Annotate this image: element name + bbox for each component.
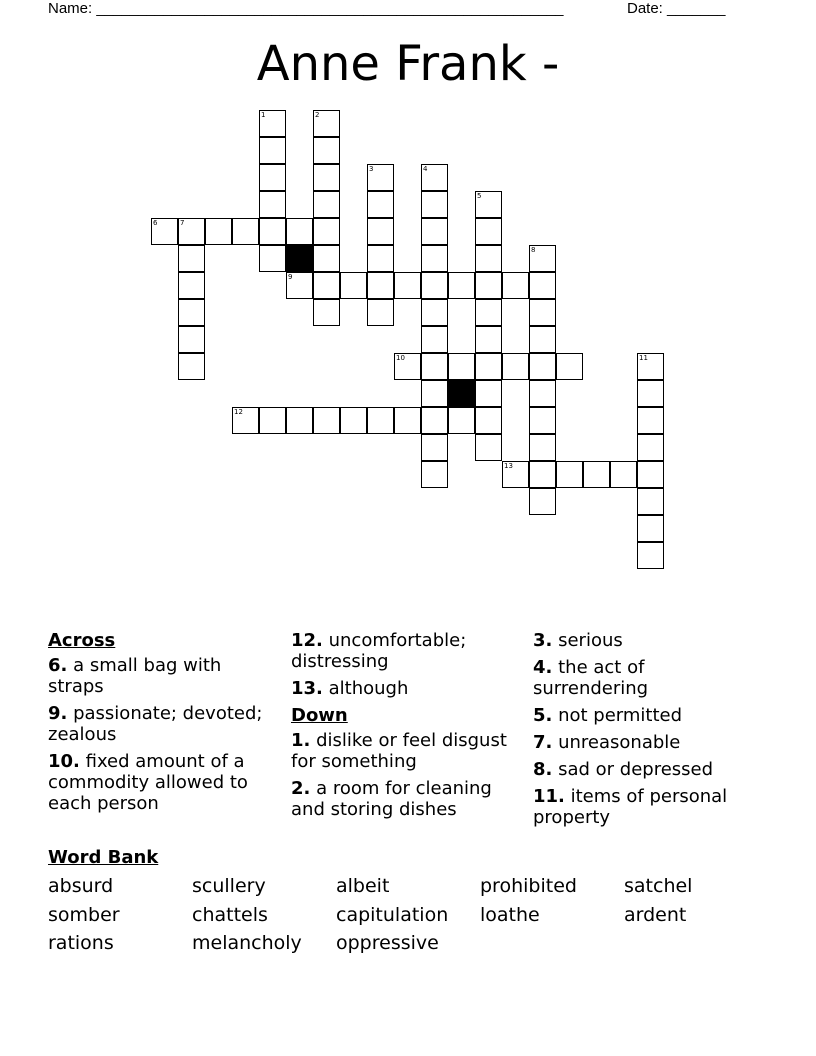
grid-cell[interactable] bbox=[313, 299, 340, 326]
grid-cell[interactable] bbox=[529, 434, 556, 461]
grid-cell[interactable] bbox=[394, 353, 421, 380]
across-heading: Across bbox=[48, 630, 116, 651]
grid-cell[interactable] bbox=[637, 353, 664, 380]
clue-across-13: 13. although bbox=[291, 678, 409, 699]
clue-number: 8 bbox=[531, 246, 536, 254]
grid-cell[interactable] bbox=[232, 407, 259, 434]
grid-cell[interactable] bbox=[421, 353, 448, 380]
grid-cell[interactable] bbox=[475, 407, 502, 434]
grid-cell[interactable] bbox=[313, 164, 340, 191]
grid-cell[interactable] bbox=[259, 218, 286, 245]
clue-number: 11 bbox=[639, 354, 648, 362]
grid-cell[interactable] bbox=[178, 218, 205, 245]
clue-column-1 bbox=[48, 630, 273, 820]
grid-cell[interactable] bbox=[637, 407, 664, 434]
grid-cell[interactable] bbox=[502, 353, 529, 380]
word-bank-item: absurd bbox=[48, 875, 114, 897]
clue-down-1: 1. dislike or feel disgust for something bbox=[291, 730, 507, 772]
clue-across-9: 9. passionate; devoted; zealous bbox=[48, 703, 263, 745]
grid-cell[interactable] bbox=[313, 110, 340, 137]
grid-cell[interactable] bbox=[421, 191, 448, 218]
grid-cell[interactable] bbox=[367, 407, 394, 434]
grid-cell[interactable] bbox=[394, 407, 421, 434]
grid-cell[interactable] bbox=[529, 407, 556, 434]
word-bank-title: Word Bank bbox=[48, 847, 159, 868]
grid-cell[interactable] bbox=[178, 353, 205, 380]
grid-cell[interactable] bbox=[475, 245, 502, 272]
grid-cell[interactable] bbox=[421, 164, 448, 191]
grid-cell[interactable] bbox=[421, 461, 448, 488]
grid-cell[interactable] bbox=[394, 272, 421, 299]
grid-cell[interactable] bbox=[637, 488, 664, 515]
word-bank-item: ardent bbox=[624, 904, 687, 926]
clue-down-2: 2. a room for cleaning and storing dishes bbox=[291, 778, 492, 820]
grid-cell[interactable] bbox=[205, 218, 232, 245]
grid-cell[interactable] bbox=[421, 218, 448, 245]
grid-cell[interactable] bbox=[421, 407, 448, 434]
grid-cell[interactable] bbox=[421, 245, 448, 272]
word-bank-item: prohibited bbox=[480, 875, 577, 897]
grid-cell[interactable] bbox=[178, 299, 205, 326]
grid-cell[interactable] bbox=[313, 272, 340, 299]
name-line: Name: ________________________________________________________ bbox=[48, 0, 564, 17]
grid-cell[interactable] bbox=[583, 461, 610, 488]
grid-cell[interactable] bbox=[475, 380, 502, 407]
word-bank-item: rations bbox=[48, 932, 114, 954]
clue-column-3 bbox=[533, 630, 758, 834]
grid-cell[interactable] bbox=[367, 191, 394, 218]
grid-cell[interactable] bbox=[610, 461, 637, 488]
grid-cell[interactable] bbox=[313, 245, 340, 272]
grid-cell[interactable] bbox=[232, 218, 259, 245]
clue-number: 13 bbox=[504, 462, 513, 470]
word-bank-item: loathe bbox=[480, 904, 540, 926]
clue-number: 5 bbox=[477, 192, 482, 200]
grid-cell[interactable] bbox=[529, 353, 556, 380]
grid-cell[interactable] bbox=[448, 353, 475, 380]
grid-cell[interactable] bbox=[448, 407, 475, 434]
grid-cell[interactable] bbox=[529, 488, 556, 515]
word-bank-item: melancholy bbox=[192, 932, 302, 954]
down-heading: Down bbox=[291, 705, 348, 726]
grid-cell[interactable] bbox=[421, 326, 448, 353]
grid-cell[interactable] bbox=[313, 191, 340, 218]
grid-cell[interactable] bbox=[178, 272, 205, 299]
grid-cell[interactable] bbox=[367, 164, 394, 191]
grid-cell[interactable] bbox=[259, 191, 286, 218]
page-title: Anne Frank - bbox=[256, 36, 560, 92]
clue-down-11: 11. items of personal property bbox=[533, 786, 728, 828]
grid-cell[interactable] bbox=[475, 191, 502, 218]
date-line: Date: _______ bbox=[627, 0, 726, 17]
grid-cell[interactable] bbox=[475, 218, 502, 245]
black-cell bbox=[286, 245, 313, 272]
grid-cell[interactable] bbox=[367, 245, 394, 272]
clue-number: 4 bbox=[423, 165, 428, 173]
grid-cell[interactable] bbox=[637, 434, 664, 461]
clue-number: 9 bbox=[288, 273, 293, 281]
clue-across-6: 6. a small bag with straps bbox=[48, 655, 222, 697]
grid-cell[interactable] bbox=[259, 164, 286, 191]
clue-number: 6 bbox=[153, 219, 158, 227]
grid-cell[interactable] bbox=[556, 353, 583, 380]
grid-cell[interactable] bbox=[529, 380, 556, 407]
grid-cell[interactable] bbox=[529, 326, 556, 353]
grid-cell[interactable] bbox=[637, 542, 664, 569]
grid-cell[interactable] bbox=[286, 218, 313, 245]
grid-cell[interactable] bbox=[286, 407, 313, 434]
grid-cell[interactable] bbox=[259, 245, 286, 272]
grid-cell[interactable] bbox=[259, 110, 286, 137]
grid-cell[interactable] bbox=[421, 434, 448, 461]
grid-cell[interactable] bbox=[313, 137, 340, 164]
grid-cell[interactable] bbox=[529, 245, 556, 272]
word-bank-item: albeit bbox=[336, 875, 390, 897]
clue-number: 2 bbox=[315, 111, 320, 119]
black-cell bbox=[448, 380, 475, 407]
word-bank-item: somber bbox=[48, 904, 120, 926]
clue-across-10: 10. fixed amount of a commodity allowed to each person bbox=[48, 751, 248, 814]
grid-cell[interactable] bbox=[475, 299, 502, 326]
grid-cell[interactable] bbox=[151, 218, 178, 245]
clue-number: 1 bbox=[261, 111, 266, 119]
grid-cell[interactable] bbox=[475, 326, 502, 353]
grid-cell[interactable] bbox=[448, 272, 475, 299]
word-bank-item: scullery bbox=[192, 875, 266, 897]
grid-cell[interactable] bbox=[367, 218, 394, 245]
word-bank-item: satchel bbox=[624, 875, 693, 897]
grid-cell[interactable] bbox=[475, 434, 502, 461]
clue-down-4: 4. the act of surrendering bbox=[533, 657, 649, 699]
grid-cell[interactable] bbox=[259, 407, 286, 434]
grid-cell[interactable] bbox=[475, 353, 502, 380]
word-bank-item: chattels bbox=[192, 904, 268, 926]
grid-cell[interactable] bbox=[313, 407, 340, 434]
grid-cell[interactable] bbox=[259, 137, 286, 164]
clue-number: 3 bbox=[369, 165, 374, 173]
grid-cell[interactable] bbox=[637, 380, 664, 407]
clue-down-7: 7. unreasonable bbox=[533, 732, 681, 753]
word-bank-item: capitulation bbox=[336, 904, 449, 926]
grid-cell[interactable] bbox=[529, 461, 556, 488]
clue-number: 7 bbox=[180, 219, 185, 227]
grid-cell[interactable] bbox=[367, 272, 394, 299]
grid-cell[interactable] bbox=[529, 299, 556, 326]
grid-cell[interactable] bbox=[556, 461, 583, 488]
grid-cell[interactable] bbox=[421, 272, 448, 299]
grid-cell[interactable] bbox=[286, 272, 313, 299]
grid-cell[interactable] bbox=[178, 245, 205, 272]
clue-column-2 bbox=[291, 630, 516, 826]
grid-cell[interactable] bbox=[637, 515, 664, 542]
word-bank-item: oppressive bbox=[336, 932, 439, 954]
grid-cell[interactable] bbox=[340, 407, 367, 434]
grid-cell[interactable] bbox=[637, 461, 664, 488]
grid-cell[interactable] bbox=[313, 218, 340, 245]
grid-cell[interactable] bbox=[475, 272, 502, 299]
grid-cell[interactable] bbox=[367, 299, 394, 326]
clue-down-5: 5. not permitted bbox=[533, 705, 683, 726]
clue-number: 12 bbox=[234, 408, 243, 416]
clue-down-8: 8. sad or depressed bbox=[533, 759, 714, 780]
grid-cell[interactable] bbox=[421, 380, 448, 407]
clue-down-3: 3. serious bbox=[533, 630, 623, 651]
grid-cell[interactable] bbox=[529, 272, 556, 299]
grid-cell[interactable] bbox=[502, 461, 529, 488]
grid-cell[interactable] bbox=[340, 272, 367, 299]
grid-cell[interactable] bbox=[502, 272, 529, 299]
clue-across-12: 12. uncomfortable; distressing bbox=[291, 630, 467, 672]
grid-cell[interactable] bbox=[178, 326, 205, 353]
grid-cell[interactable] bbox=[421, 299, 448, 326]
clue-number: 10 bbox=[396, 354, 405, 362]
